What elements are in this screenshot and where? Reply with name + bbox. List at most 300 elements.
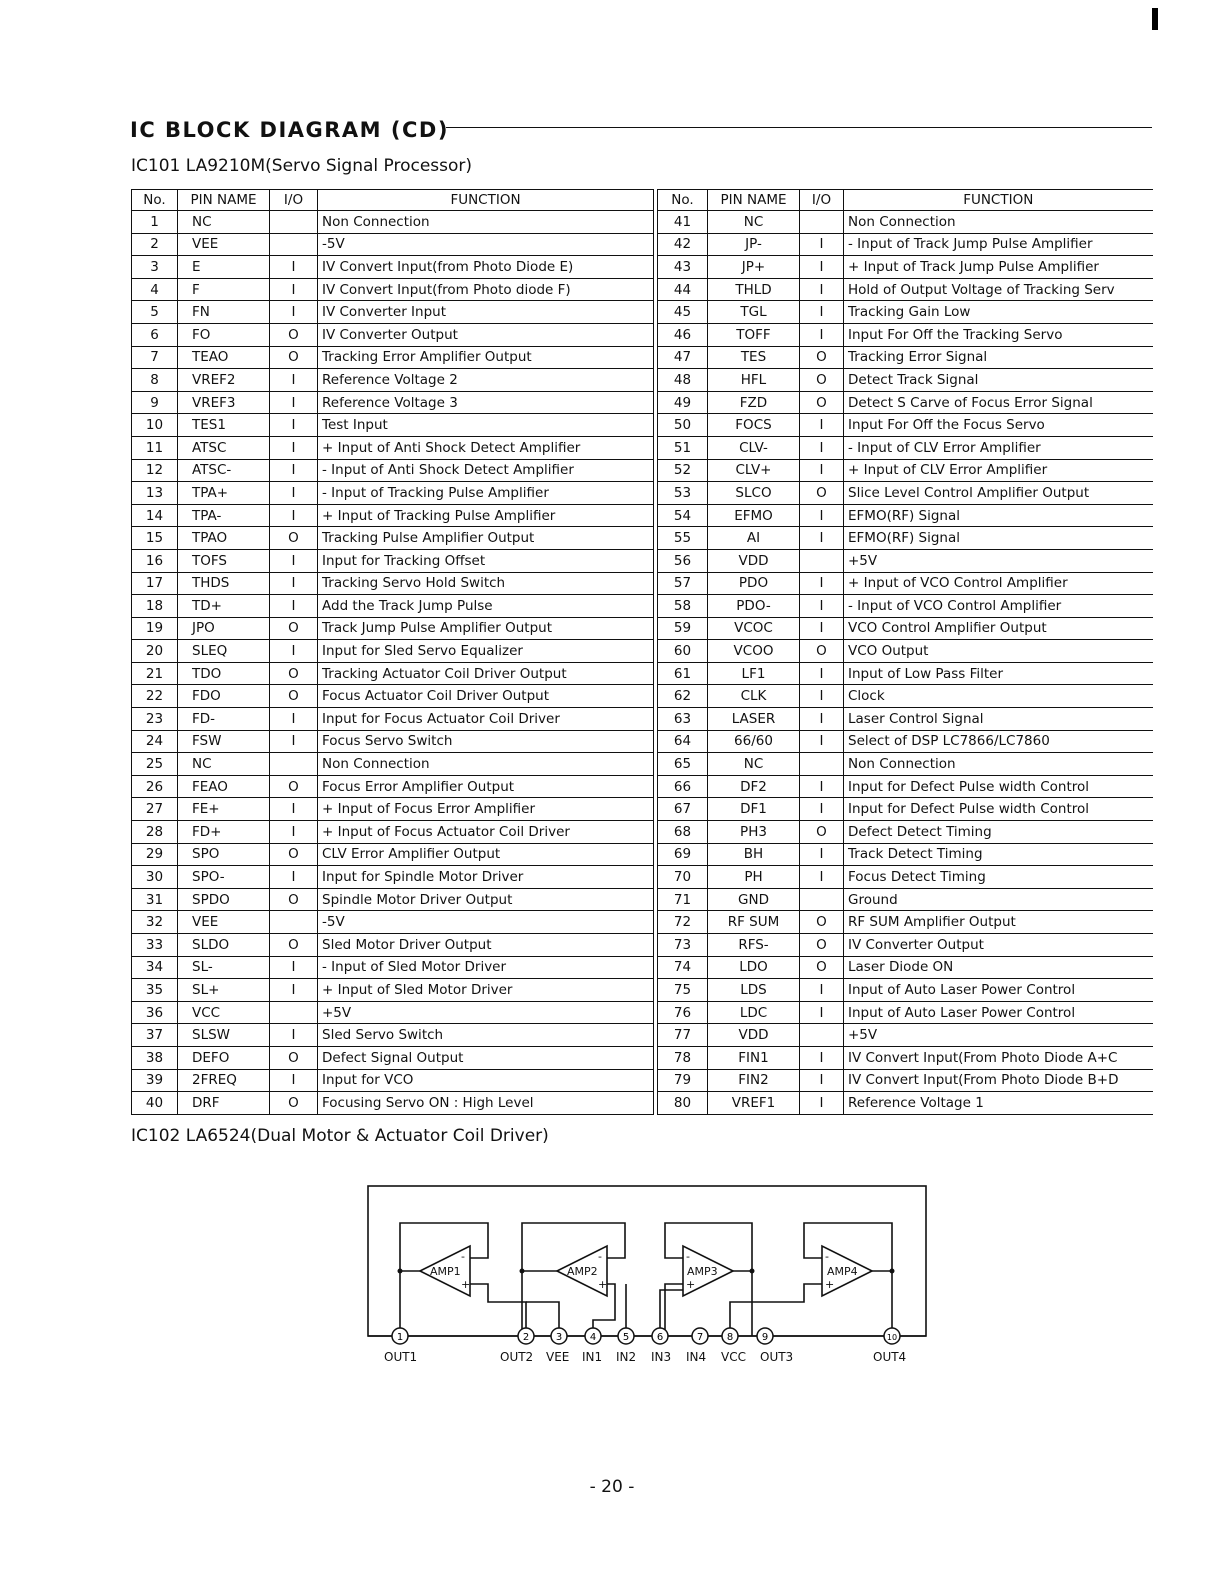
- pin-name: E: [178, 256, 270, 279]
- table-row: [658, 866, 1153, 889]
- pin-no: 9: [132, 391, 178, 414]
- pin-function: Input for Tracking Offset: [318, 549, 654, 572]
- table-row: [132, 436, 654, 459]
- table-row: [658, 753, 1153, 776]
- table-row: [658, 1092, 1153, 1115]
- pin-no: 13: [132, 482, 178, 505]
- pin-function: Input of Low Pass Filter: [844, 662, 1153, 685]
- pin-name: VDD: [708, 1024, 800, 1047]
- table-row: [132, 504, 654, 527]
- pin-no: 76: [658, 1001, 708, 1024]
- pin-io: I: [800, 1046, 844, 1069]
- pin-name: FE+: [178, 798, 270, 821]
- pin-function: Detect Track Signal: [844, 369, 1153, 392]
- pin-function: Sled Motor Driver Output: [318, 934, 654, 957]
- pin-label: VCC: [721, 1350, 746, 1364]
- table-row: [132, 1024, 654, 1047]
- pin-no: 77: [658, 1024, 708, 1047]
- pin-function: Test Input: [318, 414, 654, 437]
- pin-name: FZD: [708, 391, 800, 414]
- table-row: [132, 821, 654, 844]
- table-row: [132, 256, 654, 279]
- pin-function: Non Connection: [844, 211, 1153, 234]
- pin-function: Focus Servo Switch: [318, 730, 654, 753]
- pin-io: O: [270, 1092, 318, 1115]
- pin-io: I: [270, 595, 318, 618]
- pin-function: Slice Level Control Amplifier Output: [844, 482, 1153, 505]
- pin-io: I: [800, 414, 844, 437]
- pin-name: VREF3: [178, 391, 270, 414]
- pin-function: +5V: [844, 1024, 1153, 1047]
- pin-io: I: [800, 459, 844, 482]
- pin-name: HFL: [708, 369, 800, 392]
- pin-name: PDO: [708, 572, 800, 595]
- pin-name: TEAO: [178, 346, 270, 369]
- pin-io: I: [800, 323, 844, 346]
- pin-no: 32: [132, 911, 178, 934]
- pin-no: 14: [132, 504, 178, 527]
- pin-name: VEE: [178, 233, 270, 256]
- table-row: [132, 888, 654, 911]
- pin-no: 15: [132, 527, 178, 550]
- table-row: [132, 549, 654, 572]
- pin-no: 2: [132, 233, 178, 256]
- pin-function: Tracking Error Amplifier Output: [318, 346, 654, 369]
- pin-name: VREF1: [708, 1092, 800, 1115]
- pin-label: VEE: [546, 1350, 570, 1364]
- pin-no: 45: [658, 301, 708, 324]
- pin-name: NC: [178, 211, 270, 234]
- pin-function: Reference Voltage 1: [844, 1092, 1153, 1115]
- pin-name: SLEQ: [178, 640, 270, 663]
- table-row: [658, 1024, 1153, 1047]
- pin-function: + Input of CLV Error Amplifier: [844, 459, 1153, 482]
- pin-5-number: 5: [622, 1332, 630, 1343]
- pin-no: 24: [132, 730, 178, 753]
- pin-io: I: [800, 708, 844, 731]
- pin-function: Tracking Pulse Amplifier Output: [318, 527, 654, 550]
- pin-name: RFS-: [708, 934, 800, 957]
- pin-io: I: [800, 278, 844, 301]
- pin-no: 55: [658, 527, 708, 550]
- pin-no: 65: [658, 753, 708, 776]
- table-row: [658, 233, 1153, 256]
- title-rule: [446, 127, 1152, 128]
- pin-function: IV Convert Input(From Photo Diode A+C: [844, 1046, 1153, 1069]
- table-header-row: [132, 190, 654, 211]
- pin-no: 49: [658, 391, 708, 414]
- pin-no: 17: [132, 572, 178, 595]
- table-row: [658, 323, 1153, 346]
- pin-io: I: [270, 708, 318, 731]
- pin-io: I: [800, 256, 844, 279]
- pin-no: 31: [132, 888, 178, 911]
- pin-function: Defect Detect Timing: [844, 821, 1153, 844]
- pin-table-left: [131, 189, 654, 1115]
- table-row: [658, 301, 1153, 324]
- pin-no: 37: [132, 1024, 178, 1047]
- col-no: No.: [658, 190, 708, 211]
- pin-name: VCOO: [708, 640, 800, 663]
- table-row: [658, 504, 1153, 527]
- pin-name: DF1: [708, 798, 800, 821]
- pin-io: I: [270, 1069, 318, 1092]
- pin-function: Non Connection: [318, 753, 654, 776]
- pin-io: I: [270, 301, 318, 324]
- table-row: [658, 527, 1153, 550]
- col-io: I/O: [270, 190, 318, 211]
- table-row: [132, 617, 654, 640]
- pin-name: FDO: [178, 685, 270, 708]
- pin-io: I: [270, 1024, 318, 1047]
- pin-name: CLV+: [708, 459, 800, 482]
- pin-name: BH: [708, 843, 800, 866]
- pin-name: LDO: [708, 956, 800, 979]
- table-row: [132, 753, 654, 776]
- pin-function: Reference Voltage 3: [318, 391, 654, 414]
- pin-name: FIN1: [708, 1046, 800, 1069]
- pin-name: SL-: [178, 956, 270, 979]
- pin-io: I: [800, 527, 844, 550]
- table-row: [132, 866, 654, 889]
- pin-name: VEE: [178, 911, 270, 934]
- table-row: [658, 482, 1153, 505]
- pin-no: 30: [132, 866, 178, 889]
- pin-function: EFMO(RF) Signal: [844, 527, 1153, 550]
- pin-function: Spindle Motor Driver Output: [318, 888, 654, 911]
- pin-name: AI: [708, 527, 800, 550]
- table-row: [658, 595, 1153, 618]
- table-row: [658, 979, 1153, 1002]
- table-row: [658, 278, 1153, 301]
- pin-name: GND: [708, 888, 800, 911]
- table-row: [658, 549, 1153, 572]
- pin-no: 40: [132, 1092, 178, 1115]
- pin-io: [270, 911, 318, 934]
- pin-8-number: 8: [726, 1332, 734, 1343]
- pin-function: Input For Off the Tracking Servo: [844, 323, 1153, 346]
- pin-table-right: [657, 189, 1153, 1115]
- pin-io: I: [800, 798, 844, 821]
- pin-name: LASER: [708, 708, 800, 731]
- pin-no: 29: [132, 843, 178, 866]
- pin-no: 39: [132, 1069, 178, 1092]
- pin-function: IV Converter Output: [844, 934, 1153, 957]
- table-row: [132, 662, 654, 685]
- table-row: [658, 888, 1153, 911]
- pin-io: I: [270, 798, 318, 821]
- pin-name: NC: [708, 211, 800, 234]
- pin-no: 47: [658, 346, 708, 369]
- pin-function: Tracking Actuator Coil Driver Output: [318, 662, 654, 685]
- pin-function: Non Connection: [318, 211, 654, 234]
- pin-label: OUT1: [384, 1350, 418, 1364]
- pin-7-number: 7: [696, 1332, 704, 1343]
- pin-io: I: [800, 617, 844, 640]
- pin-io: I: [270, 256, 318, 279]
- pin-function: IV Converter Input: [318, 301, 654, 324]
- pin-name: PH: [708, 866, 800, 889]
- table-row: [658, 1001, 1153, 1024]
- table-row: [658, 775, 1153, 798]
- pin-function: - Input of Anti Shock Detect Amplifier: [318, 459, 654, 482]
- pin-name: FEAO: [178, 775, 270, 798]
- pin-label: IN2: [616, 1350, 637, 1364]
- pin-name: FN: [178, 301, 270, 324]
- pin-no: 22: [132, 685, 178, 708]
- pin-function: + Input of Anti Shock Detect Amplifier: [318, 436, 654, 459]
- pin-name: VREF2: [178, 369, 270, 392]
- table-row: [132, 301, 654, 324]
- pin-no: 60: [658, 640, 708, 663]
- pin-io: I: [270, 482, 318, 505]
- pin-no: 10: [132, 414, 178, 437]
- table-row: [132, 708, 654, 731]
- pin-io: I: [270, 436, 318, 459]
- pin-no: 28: [132, 821, 178, 844]
- table-row: [132, 482, 654, 505]
- pin-name: SPDO: [178, 888, 270, 911]
- table-row: [658, 843, 1153, 866]
- pin-no: 72: [658, 911, 708, 934]
- amp4-plus: +: [825, 1278, 835, 1291]
- pin-no: 70: [658, 866, 708, 889]
- pin-no: 34: [132, 956, 178, 979]
- table-row: [132, 1092, 654, 1115]
- table-row: [658, 934, 1153, 957]
- pin-4-number: 4: [589, 1332, 597, 1343]
- pin-io: I: [800, 1001, 844, 1024]
- pin-label: IN1: [582, 1350, 603, 1364]
- pin-function: -5V: [318, 911, 654, 934]
- pin-io: I: [800, 233, 844, 256]
- pin-name: FO: [178, 323, 270, 346]
- pin-no: 42: [658, 233, 708, 256]
- pin-function: IV Convert Input(from Photo diode F): [318, 278, 654, 301]
- pin-no: 27: [132, 798, 178, 821]
- pin-name: VDD: [708, 549, 800, 572]
- pin-io: O: [270, 775, 318, 798]
- pin-function: Reference Voltage 2: [318, 369, 654, 392]
- pin-function: Track Detect Timing: [844, 843, 1153, 866]
- pin-no: 59: [658, 617, 708, 640]
- pin-no: 51: [658, 436, 708, 459]
- pin-9-number: 9: [761, 1332, 769, 1343]
- pin-function: Clock: [844, 685, 1153, 708]
- pin-function: VCO Control Amplifier Output: [844, 617, 1153, 640]
- pin-no: 56: [658, 549, 708, 572]
- table-row: [658, 911, 1153, 934]
- pin-no: 64: [658, 730, 708, 753]
- pin-function: Ground: [844, 888, 1153, 911]
- pin-no: 4: [132, 278, 178, 301]
- pin-function: + Input of Tracking Pulse Amplifier: [318, 504, 654, 527]
- section-title: IC BLOCK DIAGRAM (CD): [130, 118, 449, 142]
- table-row: [132, 233, 654, 256]
- pin-io: I: [800, 1092, 844, 1115]
- table-row: [658, 256, 1153, 279]
- pin-no: 63: [658, 708, 708, 731]
- pin-io: [270, 753, 318, 776]
- pin-6-number: 6: [656, 1332, 664, 1343]
- pin-function: + Input of VCO Control Amplifier: [844, 572, 1153, 595]
- pin-no: 11: [132, 436, 178, 459]
- pin-no: 23: [132, 708, 178, 731]
- pin-io: I: [270, 730, 318, 753]
- pin-name: F: [178, 278, 270, 301]
- pin-name: FD+: [178, 821, 270, 844]
- table-row: [658, 436, 1153, 459]
- registration-mark: [1152, 8, 1158, 30]
- pin-no: 48: [658, 369, 708, 392]
- pin-name: SL+: [178, 979, 270, 1002]
- pin-function: + Input of Sled Motor Driver: [318, 979, 654, 1002]
- pin-io: I: [800, 572, 844, 595]
- pin-name: PDO-: [708, 595, 800, 618]
- pin-function: Input of Auto Laser Power Control: [844, 979, 1153, 1002]
- pin-no: 35: [132, 979, 178, 1002]
- pin-io: O: [800, 369, 844, 392]
- pin-io: I: [270, 278, 318, 301]
- pin-label: IN3: [651, 1350, 672, 1364]
- pin-no: 7: [132, 346, 178, 369]
- pin-name: FD-: [178, 708, 270, 731]
- pin-name: JP-: [708, 233, 800, 256]
- pin-function: Input for VCO: [318, 1069, 654, 1092]
- pin-io: I: [800, 866, 844, 889]
- amp2-label: AMP2: [567, 1265, 598, 1278]
- pin-no: 5: [132, 301, 178, 324]
- pin-name: LF1: [708, 662, 800, 685]
- pin-name: EFMO: [708, 504, 800, 527]
- pin-no: 78: [658, 1046, 708, 1069]
- table-row: [658, 708, 1153, 731]
- pin-io: [270, 233, 318, 256]
- pin-name: DEFO: [178, 1046, 270, 1069]
- pin-name: RF SUM: [708, 911, 800, 934]
- table-row: [132, 1001, 654, 1024]
- table-row: [658, 821, 1153, 844]
- pin-3-number: 3: [555, 1332, 563, 1343]
- pin-io: [270, 211, 318, 234]
- pin-io: O: [800, 482, 844, 505]
- pin-function: +5V: [318, 1001, 654, 1024]
- pin-function: Tracking Servo Hold Switch: [318, 572, 654, 595]
- table-row: [132, 1069, 654, 1092]
- pin-function: - Input of Tracking Pulse Amplifier: [318, 482, 654, 505]
- table-row: [132, 595, 654, 618]
- table-row: [658, 730, 1153, 753]
- pin-name: TPA+: [178, 482, 270, 505]
- pin-name: NC: [178, 753, 270, 776]
- pin-io: I: [800, 685, 844, 708]
- table-row: [132, 211, 654, 234]
- pin-no: 16: [132, 549, 178, 572]
- pin-io: O: [270, 346, 318, 369]
- pin-function: - Input of Track Jump Pulse Amplifier: [844, 233, 1153, 256]
- pin-no: 57: [658, 572, 708, 595]
- pin-2-number: 2: [522, 1332, 530, 1343]
- table-row: [658, 1069, 1153, 1092]
- pin-no: 26: [132, 775, 178, 798]
- table-row: [132, 278, 654, 301]
- pin-function: IV Convert Input(From Photo Diode B+D: [844, 1069, 1153, 1092]
- pin-io: [800, 753, 844, 776]
- table-row: [132, 391, 654, 414]
- col-function: FUNCTION: [844, 190, 1153, 211]
- amp1-plus: +: [461, 1278, 471, 1291]
- pin-name: DF2: [708, 775, 800, 798]
- table-row: [658, 640, 1153, 663]
- pin-io: [800, 888, 844, 911]
- pin-function: Select of DSP LC7866/LC7860: [844, 730, 1153, 753]
- amp2-minus: -: [598, 1250, 602, 1263]
- pin-name: SLDO: [178, 934, 270, 957]
- amp3-label: AMP3: [687, 1265, 718, 1278]
- pin-name: TES: [708, 346, 800, 369]
- pin-io: I: [270, 549, 318, 572]
- pin-function: IV Convert Input(from Photo Diode E): [318, 256, 654, 279]
- pin-io: I: [800, 595, 844, 618]
- amp1-minus: -: [461, 1250, 465, 1263]
- pin-no: 74: [658, 956, 708, 979]
- pin-function: + Input of Focus Error Amplifier: [318, 798, 654, 821]
- pin-function: -5V: [318, 233, 654, 256]
- pin-no: 41: [658, 211, 708, 234]
- pin-label: OUT3: [760, 1350, 794, 1364]
- pin-label: OUT4: [873, 1350, 907, 1364]
- pin-function: Non Connection: [844, 753, 1153, 776]
- pin-io: I: [270, 821, 318, 844]
- pin-no: 73: [658, 934, 708, 957]
- pin-function: VCO Output: [844, 640, 1153, 663]
- pin-io: I: [270, 504, 318, 527]
- pin-name: VCC: [178, 1001, 270, 1024]
- pin-no: 54: [658, 504, 708, 527]
- pin-io: O: [270, 934, 318, 957]
- pin-function: Focusing Servo ON : High Level: [318, 1092, 654, 1115]
- pin-function: Focus Actuator Coil Driver Output: [318, 685, 654, 708]
- pin-no: 62: [658, 685, 708, 708]
- pin-no: 67: [658, 798, 708, 821]
- col-pin-name: PIN NAME: [178, 190, 270, 211]
- table-row: [132, 775, 654, 798]
- pin-function: RF SUM Amplifier Output: [844, 911, 1153, 934]
- pin-no: 80: [658, 1092, 708, 1115]
- pin-no: 44: [658, 278, 708, 301]
- pin-function: Defect Signal Output: [318, 1046, 654, 1069]
- pin-function: Sled Servo Switch: [318, 1024, 654, 1047]
- pin-io: O: [800, 640, 844, 663]
- pin-name: VCOC: [708, 617, 800, 640]
- pin-name: THDS: [178, 572, 270, 595]
- pin-no: 1: [132, 211, 178, 234]
- col-pin-name: PIN NAME: [708, 190, 800, 211]
- pin-name: DRF: [178, 1092, 270, 1115]
- pin-no: 50: [658, 414, 708, 437]
- table-row: [132, 730, 654, 753]
- pin-io: [270, 1001, 318, 1024]
- pin-name: TOFS: [178, 549, 270, 572]
- table-row: [132, 843, 654, 866]
- pin-function: Input for Defect Pulse width Control: [844, 775, 1153, 798]
- pin-io: I: [270, 640, 318, 663]
- pin-name: THLD: [708, 278, 800, 301]
- pin-function: Input For Off the Focus Servo: [844, 414, 1153, 437]
- pin-name: TGL: [708, 301, 800, 324]
- pin-io: I: [270, 866, 318, 889]
- pin-no: 38: [132, 1046, 178, 1069]
